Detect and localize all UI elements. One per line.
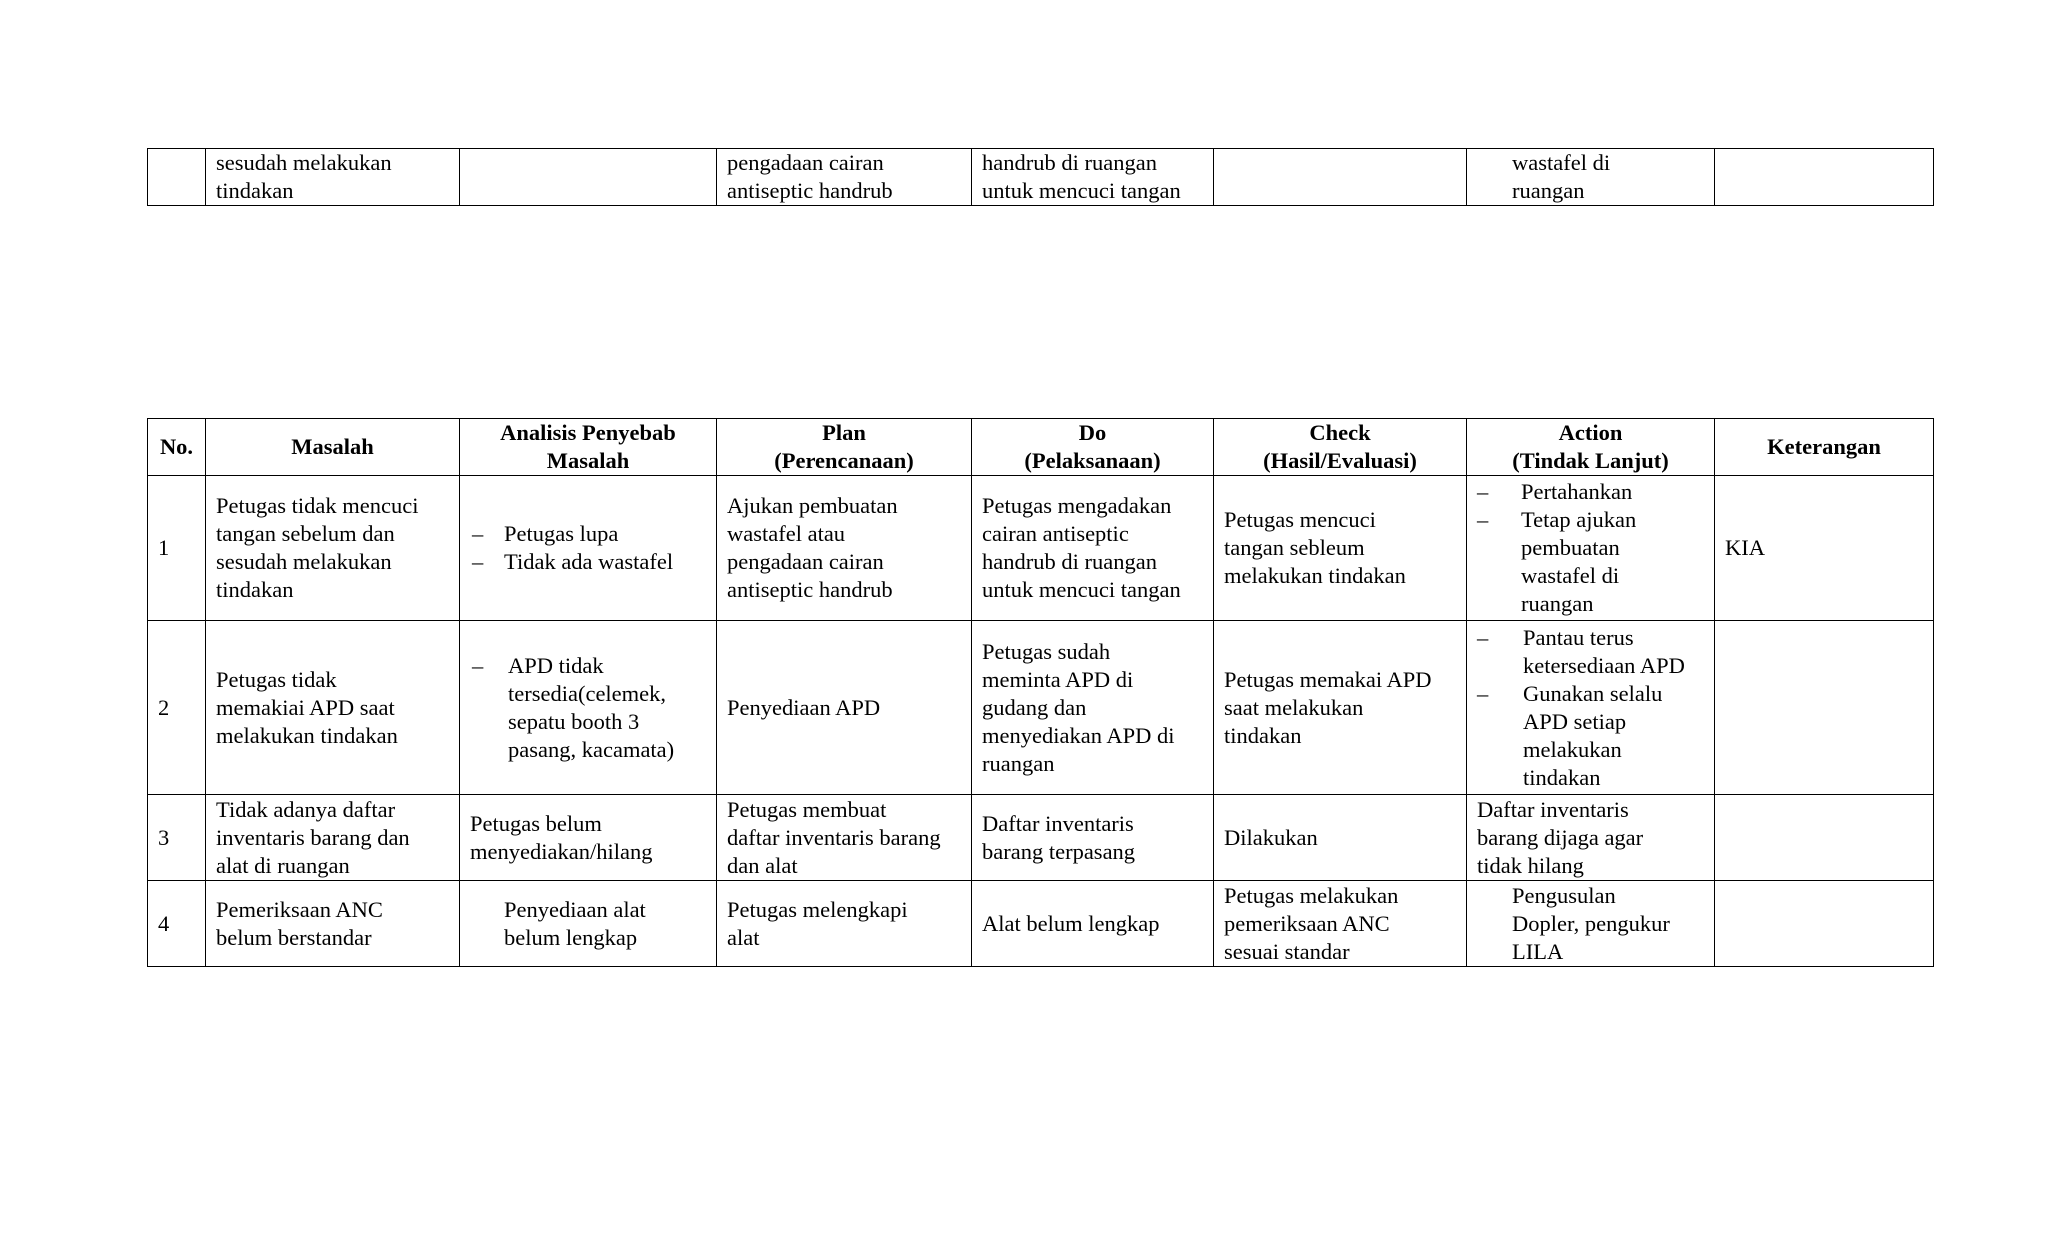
table-row	[148, 621, 1934, 795]
header-no: No.	[148, 419, 206, 476]
cell-plan: Penyediaan APD	[717, 621, 972, 795]
cell-do: handrub di ruangan untuk mencuci tangan	[972, 149, 1214, 206]
cell-plan: Petugas melengkapi alat	[717, 881, 972, 967]
cell-analisis	[460, 476, 717, 621]
cell-do: Petugas sudah meminta APD di gudang dan menyediakan APD di ruangan	[972, 621, 1214, 795]
list-item: – Petugas lupa	[470, 520, 706, 548]
cell-masalah: Petugas tidak mencuci tangan sebelum dan sesudah melakukan tindakan	[206, 476, 460, 621]
cell-action	[1467, 621, 1715, 795]
cell-keterangan	[1715, 621, 1934, 795]
cell-check: Petugas mencuci tangan sebleum melakukan tindakan	[1214, 476, 1467, 621]
cell-no	[148, 149, 206, 206]
list-item: – Gunakan selalu APD setiap melakukan tindakan	[1475, 680, 1704, 792]
cell-analisis: Penyediaan alat belum lengkap	[460, 881, 717, 967]
cell-do: Petugas mengadakan cairan antiseptic handrub di ruangan untuk mencuci tangan	[972, 476, 1214, 621]
cell-check: Petugas melakukan pemeriksaan ANC sesuai standar	[1214, 881, 1467, 967]
cell-check: Petugas memakai APD saat melakukan tindakan	[1214, 621, 1467, 795]
cell-do: Daftar inventaris barang terpasang	[972, 795, 1214, 881]
cell-keterangan	[1715, 149, 1934, 206]
cell-action: Pengusulan Dopler, pengukur LILA	[1467, 881, 1715, 967]
cell-masalah: Petugas tidak memakiai APD saat melakukan tindakan	[206, 621, 460, 795]
header-masalah: Masalah	[206, 419, 460, 476]
list-item: – APD tidak tersedia(celemek, sepatu booth 3 pasang, kacamata)	[470, 652, 706, 764]
cell-plan: pengadaan cairan antiseptic handrub	[717, 149, 972, 206]
cell-check	[1214, 149, 1467, 206]
cell-keterangan	[1715, 881, 1934, 967]
cell-keterangan: KIA	[1715, 476, 1934, 621]
cell-analisis	[460, 621, 717, 795]
table-row	[148, 795, 1934, 881]
header-do: Do (Pelaksanaan)	[972, 419, 1214, 476]
header-plan: Plan (Perencanaan)	[717, 419, 972, 476]
continuation-table	[147, 148, 1934, 206]
cell-keterangan	[1715, 795, 1934, 881]
list-item: – Tidak ada wastafel	[470, 548, 706, 576]
header-analisis: Analisis Penyebab Masalah	[460, 419, 717, 476]
header-action: Action (Tindak Lanjut)	[1467, 419, 1715, 476]
cause-list	[470, 652, 706, 764]
pdca-table	[147, 418, 1934, 967]
cell-masalah: Tidak adanya daftar inventaris barang dan alat di ruangan	[206, 795, 460, 881]
cell-plan: Petugas membuat daftar inventaris barang dan alat	[717, 795, 972, 881]
cell-analisis	[460, 149, 717, 206]
cell-plan: Ajukan pembuatan wastafel atau pengadaan cairan antiseptic handrub	[717, 476, 972, 621]
table-row	[148, 881, 1934, 967]
cell-no: 4	[148, 881, 206, 967]
cell-do: Alat belum lengkap	[972, 881, 1214, 967]
cell-analisis: Petugas belum menyediakan/hilang	[460, 795, 717, 881]
cell-action	[1467, 476, 1715, 621]
list-item: – Pantau terus ketersediaan APD	[1475, 624, 1704, 680]
list-item: – Pertahankan	[1475, 478, 1704, 506]
cause-list	[470, 520, 706, 576]
cell-no: 3	[148, 795, 206, 881]
action-list	[1475, 624, 1704, 792]
header-check: Check (Hasil/Evaluasi)	[1214, 419, 1467, 476]
cell-action: wastafel di ruangan	[1467, 149, 1715, 206]
table-row	[148, 476, 1934, 621]
action-list	[1475, 478, 1704, 618]
cell-masalah: Pemeriksaan ANC belum berstandar	[206, 881, 460, 967]
cell-no: 1	[148, 476, 206, 621]
cell-masalah: sesudah melakukan tindakan	[206, 149, 460, 206]
table-row	[148, 149, 1934, 206]
cell-action: Daftar inventaris barang dijaga agar tidak hilang	[1467, 795, 1715, 881]
cell-check: Dilakukan	[1214, 795, 1467, 881]
table-header-row	[148, 419, 1934, 476]
header-keterangan: Keterangan	[1715, 419, 1934, 476]
list-item: – Tetap ajukan pembuatan wastafel di ruangan	[1475, 506, 1704, 618]
cell-no: 2	[148, 621, 206, 795]
